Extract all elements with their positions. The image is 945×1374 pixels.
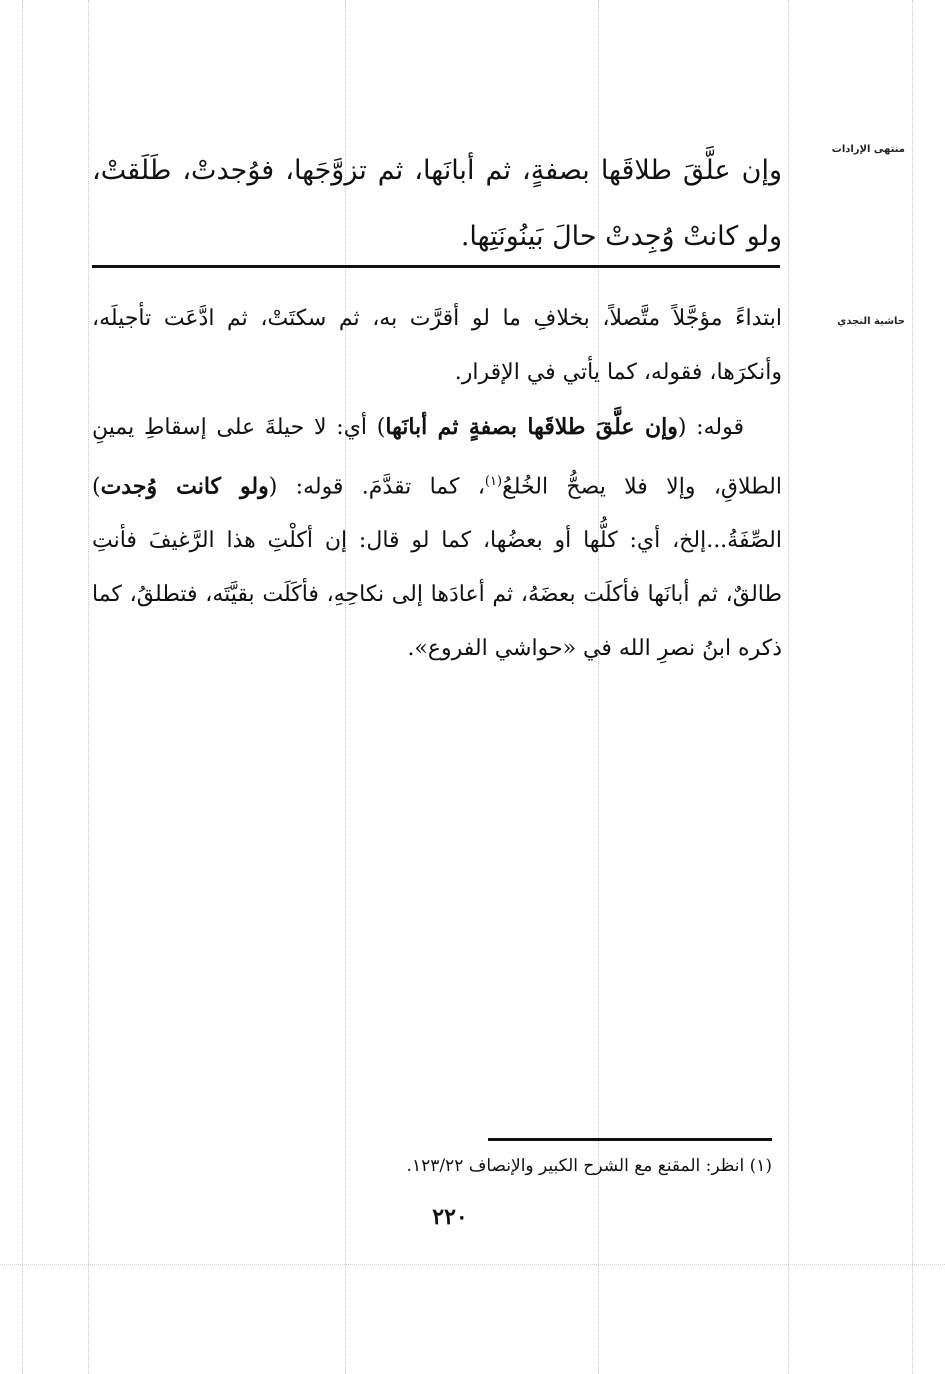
scan-guide-line bbox=[88, 0, 89, 1374]
commentary-text: ، كما تقدَّمَ. قوله: ( bbox=[268, 474, 485, 500]
page-number: ٢٢٠ bbox=[432, 1204, 468, 1230]
section-divider bbox=[92, 265, 780, 268]
matn-text: وإن علَّقَ طلاقَها بصفةٍ، ثم أبانَها، ثم تزوَّجَها، فوُجدتْ، طَلَقتْ، ولو كانتْ وُجِدتْ حالَ بَينُونَتِها. bbox=[92, 155, 782, 252]
scan-guide-line bbox=[0, 1264, 945, 1265]
commentary-text: ) الصِّفَةُ...إلخ، أي: كلُّها أو بعضُها، كما لو قال: إن أكلْتِ هذا الرَّغيفَ فأنتِ طالقٌ، ثم أبانَها فأكلَت بعضَهُ، ثم أعادَها إلى نكاحِهِ، فأكَلَت بقيَّتَه، فتطلقُ، كما ذكره ابنُ نصرِ الله في «حواشي الفروع». bbox=[92, 474, 782, 662]
hashiya-source-label: حاشية النجدي bbox=[837, 316, 905, 327]
quoted-matn-2: ولو كانت وُجدت bbox=[100, 473, 269, 500]
footnote-divider bbox=[488, 1138, 772, 1141]
matn-source-label: منتهى الإرادات bbox=[831, 144, 905, 155]
hashiya-paragraph-1: ابتداءً مؤجَّلاً متَّصلاً، بخلافِ ما لو أقرَّت به، ثم سكتَتْ، ثم ادَّعَت تأجيلَه، وأنكرَها، فقوله، كما يأتي في الإقرار. bbox=[92, 306, 782, 385]
scan-guide-line bbox=[788, 0, 789, 1374]
commentary-text: ) أي: لا حيلةَ على إسقاطِ يمينِ الطلاقِ، وإلا فلا يصحُّ الخُلعُ bbox=[92, 415, 782, 500]
footnote: (١) انظر: المقنع مع الشرح الكبير والإنصاف ١٢٣/٢٢. bbox=[406, 1156, 772, 1176]
hashiya-commentary bbox=[92, 292, 782, 676]
quoted-matn-1: وإن علَّقَ طلاقَها بصفةٍ ثم أبانَها bbox=[385, 414, 678, 440]
hashiya-paragraph-2 bbox=[92, 400, 782, 676]
footnote-marker[interactable]: (١) bbox=[484, 474, 503, 489]
scan-guide-line bbox=[912, 0, 913, 1374]
quote-intro: قوله: ( bbox=[677, 415, 744, 440]
scan-guide-line bbox=[22, 0, 23, 1374]
